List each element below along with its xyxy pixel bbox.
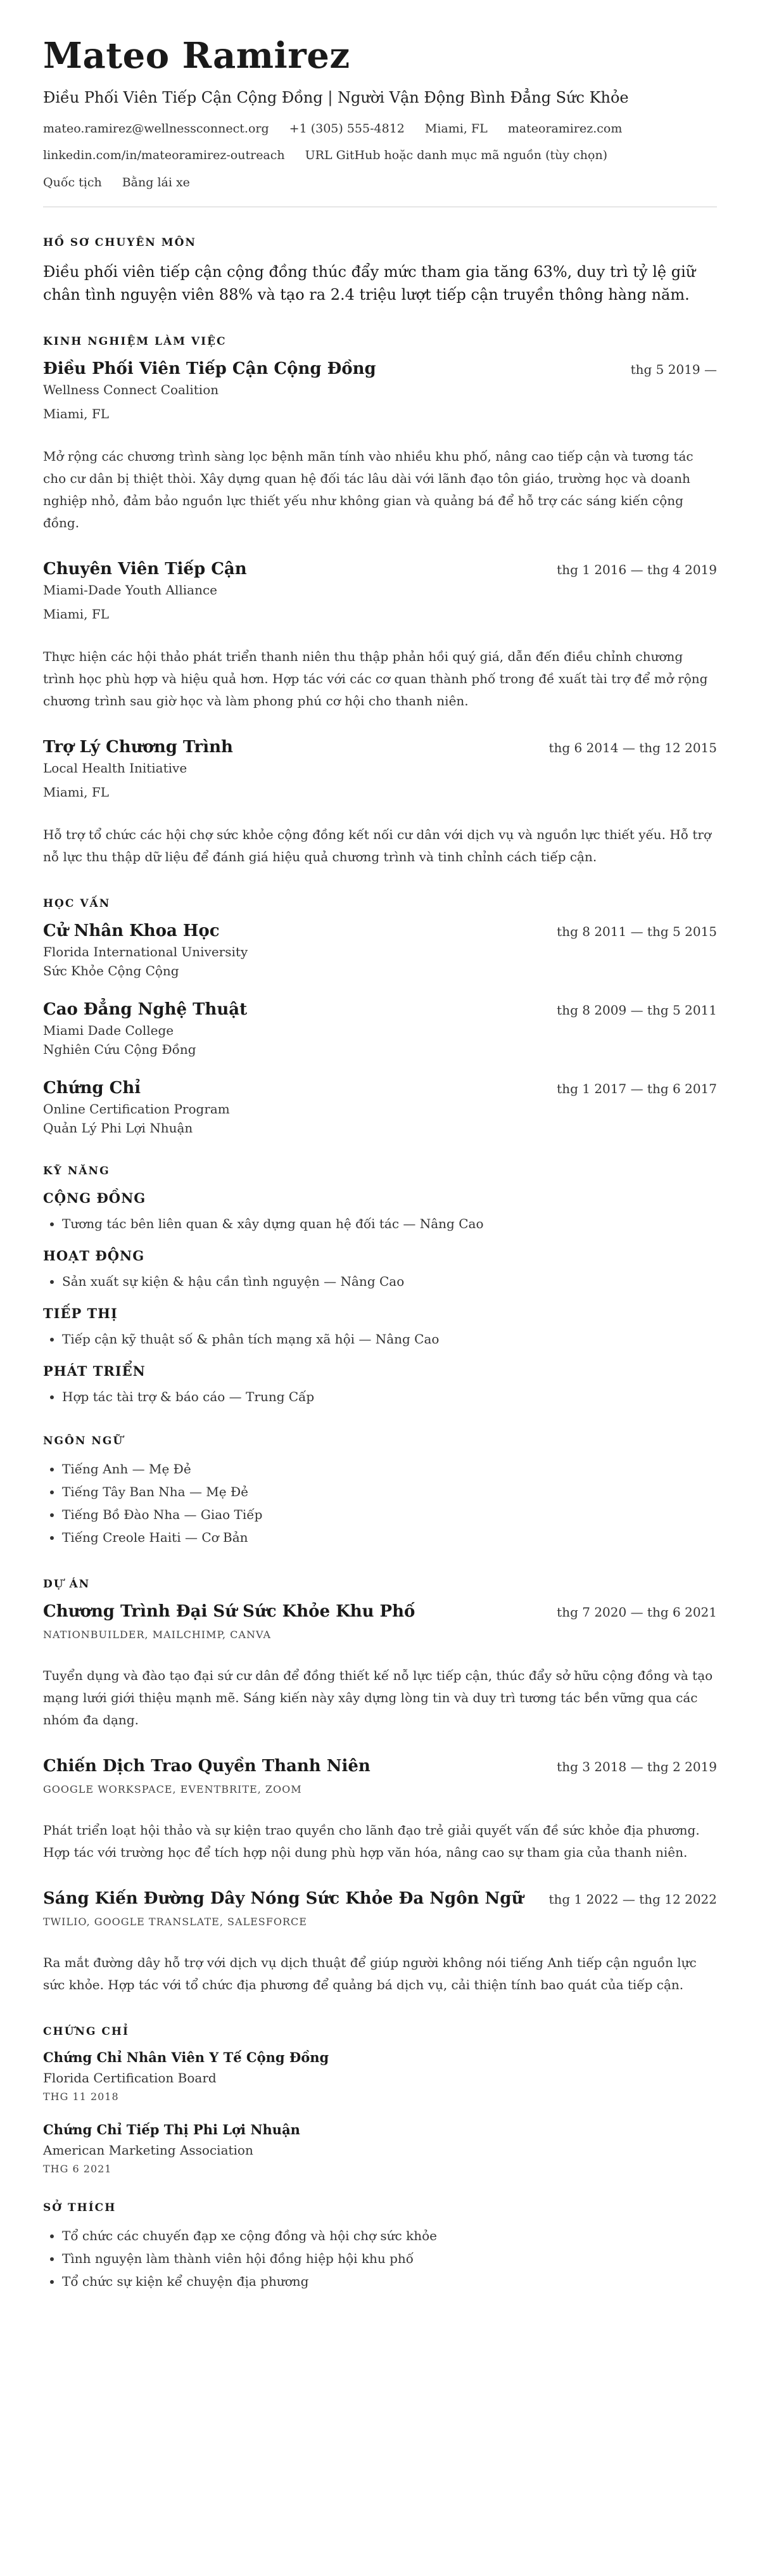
job-description: Hỗ trợ tổ chức các hội chợ sức khỏe cộng đồng kết nối cư dân với dịch vụ và nguồn lực thiết yếu. Hỗ trợ nỗ lực thu thập dữ liệu để đánh giá hiệu quả chương trình và tinh chỉnh cách tiếp cận. [43, 826, 712, 864]
certification-name: Chứng Chỉ Nhân Viên Y Tế Cộng Đồng [43, 2049, 329, 2065]
job-dates: thg 1 2016 — thg 4 2019 [557, 561, 717, 577]
project-entry [43, 1757, 717, 1864]
experience-entry [43, 560, 717, 712]
contact-row [43, 122, 717, 136]
job-location: Miami, FL [43, 606, 110, 622]
certification-name: Chứng Chỉ Tiếp Thị Phi Lợi Nhuận [43, 2121, 300, 2137]
field-of-study: Nghiên Cứu Cộng Đồng [43, 1041, 196, 1057]
project-description: Phát triển loạt hội thảo và sự kiện trao quyền cho lãnh đạo trẻ giải quyết vấn đề sức khỏe địa phương. Hợp tác với trường học để tích hợp nội dung phù hợp văn hóa, nâng cao sự tham gia của thanh niên. [43, 1822, 700, 1860]
project-description: Tuyển dụng và đào tạo đại sứ cư dân để đồng thiết kế nỗ lực tiếp cận, thúc đẩy sở hữu cộng đồng và tạo mạng lưới giới thiệu mạnh mẽ. Sáng kiến này xây dựng lòng tin và duy trì tương tác bền vững qua các nhóm đa dạng. [43, 1667, 713, 1727]
project-dates: thg 3 2018 — thg 2 2019 [557, 1759, 717, 1774]
job-dates: thg 5 2019 — [630, 361, 717, 377]
contact-row [43, 148, 717, 163]
driving-license: Bằng lái xe [122, 176, 190, 190]
languages-heading: NGÔN NGỮ [43, 1434, 124, 1447]
nationality: Quốc tịch [43, 176, 102, 190]
project-title: Sáng Kiến Đường Dây Nóng Sức Khỏe Đa Ngôn Ngữ [43, 1888, 524, 1908]
projects-heading: DỰ ÁN [43, 1577, 91, 1591]
job-title: Chuyên Viên Tiếp Cận [43, 559, 247, 579]
field-of-study: Sức Khỏe Cộng Cộng [43, 963, 179, 978]
school: Online Certification Program [43, 1101, 230, 1117]
project-dates: thg 1 2022 — thg 12 2022 [548, 1891, 717, 1907]
summary-text: Điều phối viên tiếp cận cộng đồng thúc đẩy mức tham gia tăng 63%, duy trì tỷ lệ giữ chân tình nguyện viên 88% và tạo ra 2.4 triệu lượt tiếp cận truyền thông hàng năm. [43, 262, 696, 304]
job-dates: thg 6 2014 — thg 12 2015 [548, 740, 717, 755]
project-entry [43, 1602, 717, 1731]
certification-issuer: Florida Certification Board [43, 2070, 217, 2086]
interest-item: • Tổ chức sự kiện kể chuyện địa phương [62, 2270, 717, 2293]
certification-date: THG 6 2021 [43, 2162, 112, 2175]
phone-number[interactable]: +1 (305) 555-4812 [289, 121, 405, 136]
education-entry [43, 1079, 717, 1136]
job-description: Mở rộng các chương trình sàng lọc bệnh mãn tính vào nhiều khu phố, nâng cao tiếp cận và tương tác cho cư dân bị thiệt thòi. Xây dựng quan hệ đối tác lâu dài với lãnh đạo tôn giáo, trường học và doanh nghiệp nhỏ, đảm bảo nguồn lực thiết yếu như không gian và quảng bá để hỗ trợ các sáng kiến cộng đồng. [43, 448, 694, 530]
project-tools: GOOGLE WORKSPACE, EVENTBRITE, ZOOM [43, 1783, 302, 1795]
skill-item: • Hợp tác tài trợ & báo cáo — Trung Cấp [62, 1385, 717, 1408]
interests-list [43, 2224, 717, 2293]
languages-list [43, 1458, 717, 1549]
skill-item: • Sản xuất sự kiện & hậu cần tình nguyện — Nâng Cao [62, 1270, 717, 1293]
education-dates: thg 1 2017 — thg 6 2017 [557, 1080, 717, 1096]
skill-category: HOẠT ĐỘNG [43, 1247, 145, 1264]
skills-list [43, 1190, 717, 1408]
job-location: Miami, FL [43, 406, 110, 421]
job-title: Điều Phối Viên Tiếp Cận Cộng Đồng [43, 359, 376, 378]
employer: Wellness Connect Coalition [43, 381, 219, 397]
education-entry [43, 921, 717, 978]
interest-item: • Tổ chức các chuyến đạp xe cộng đồng và hội chợ sức khỏe [62, 2224, 717, 2247]
school: Miami Dade College [43, 1022, 174, 1038]
education-dates: thg 8 2011 — thg 5 2015 [557, 923, 717, 939]
project-dates: thg 7 2020 — thg 6 2021 [557, 1604, 717, 1620]
certification-entry [43, 2049, 717, 2103]
language-item: • Tiếng Bồ Đào Nha — Giao Tiếp [62, 1503, 717, 1526]
interest-item: • Tình nguyện làm thành viên hội đồng hiệp hội khu phố [62, 2247, 717, 2270]
experience-heading: KINH NGHIỆM LÀM VIỆC [43, 335, 227, 348]
language-item: • Tiếng Anh — Mẹ Đẻ [62, 1458, 717, 1480]
employer: Miami-Dade Youth Alliance [43, 582, 218, 598]
education-entry [43, 1000, 717, 1057]
contact-row [43, 176, 717, 190]
certifications-heading: CHỨNG CHỈ [43, 2025, 129, 2038]
skills-heading: KỸ NĂNG [43, 1164, 110, 1177]
location: Miami, FL [424, 121, 488, 136]
candidate-name: Mateo Ramirez [43, 35, 350, 77]
website-link[interactable]: mateoramirez.com [507, 121, 623, 136]
education-list [43, 921, 717, 1136]
degree: Cử Nhân Khoa Học [43, 921, 220, 940]
employer: Local Health Initiative [43, 760, 187, 776]
interests-heading: SỞ THÍCH [43, 2201, 117, 2214]
headline: Điều Phối Viên Tiếp Cận Cộng Đồng | Người Vận Động Bình Đẳng Sức Khỏe [43, 88, 629, 106]
certification-issuer: American Marketing Association [43, 2142, 253, 2158]
degree: Chứng Chỉ [43, 1078, 141, 1098]
summary-heading: HỒ SƠ CHUYÊN MÔN [43, 236, 196, 249]
contact-block [43, 122, 717, 190]
linkedin-link[interactable]: linkedin.com/in/mateoramirez-outreach [43, 148, 285, 163]
skill-item: • Tiếp cận kỹ thuật số & phân tích mạng xã hội — Nâng Cao [62, 1328, 717, 1350]
education-heading: HỌC VẤN [43, 897, 111, 910]
skill-item: • Tương tác bên liên quan & xây dựng quan hệ đối tác — Nâng Cao [62, 1212, 717, 1235]
experience-entry [43, 738, 717, 868]
projects-list [43, 1602, 717, 1996]
skill-category: CỘNG ĐỒNG [43, 1189, 146, 1206]
job-description: Thực hiện các hội thảo phát triển thanh niên thu thập phản hồi quý giá, dẫn đến điều chỉnh chương trình học phù hợp và hiệu quả hơn. Hợp tác với các cơ quan thành phố trong đề xuất tài trợ để mở rộng chương trình sau giờ học và làm phong phú cơ hội cho thanh niên. [43, 648, 708, 708]
skill-category: TIẾP THỊ [43, 1305, 118, 1321]
school: Florida International University [43, 944, 248, 959]
language-item: • Tiếng Tây Ban Nha — Mẹ Đẻ [62, 1480, 717, 1503]
email-link[interactable]: mateo.ramirez@wellnessconnect.org [43, 121, 269, 136]
field-of-study: Quản Lý Phi Lợi Nhuận [43, 1120, 193, 1136]
language-item: • Tiếng Creole Haiti — Cơ Bản [62, 1526, 717, 1549]
job-location: Miami, FL [43, 784, 110, 800]
project-description: Ra mắt đường dây hỗ trợ với dịch vụ dịch thuật để giúp người không nói tiếng Anh tiếp cận nguồn lực sức khỏe. Hợp tác với tổ chức địa phương để quảng bá dịch vụ, cải thiện tính bao quát của tiếp cận. [43, 1954, 697, 1992]
experience-list [43, 359, 717, 868]
project-tools: TWILIO, GOOGLE TRANSLATE, SALESFORCE [43, 1915, 307, 1928]
project-tools: NATIONBUILDER, MAILCHIMP, CANVA [43, 1628, 271, 1641]
certifications-list [43, 2049, 717, 2175]
education-dates: thg 8 2009 — thg 5 2011 [557, 1002, 717, 1018]
github-link[interactable]: URL GitHub hoặc danh mục mã nguồn (tùy chọn) [305, 148, 608, 163]
project-title: Chương Trình Đại Sứ Sức Khỏe Khu Phố [43, 1601, 415, 1621]
project-title: Chiến Dịch Trao Quyền Thanh Niên [43, 1756, 370, 1776]
certification-date: THG 11 2018 [43, 2090, 119, 2103]
certification-entry [43, 2122, 717, 2175]
experience-entry [43, 359, 717, 534]
job-title: Trợ Lý Chương Trình [43, 737, 233, 757]
skill-category: PHÁT TRIỂN [43, 1362, 146, 1379]
project-entry [43, 1889, 717, 1996]
degree: Cao Đẳng Nghệ Thuật [43, 999, 248, 1019]
